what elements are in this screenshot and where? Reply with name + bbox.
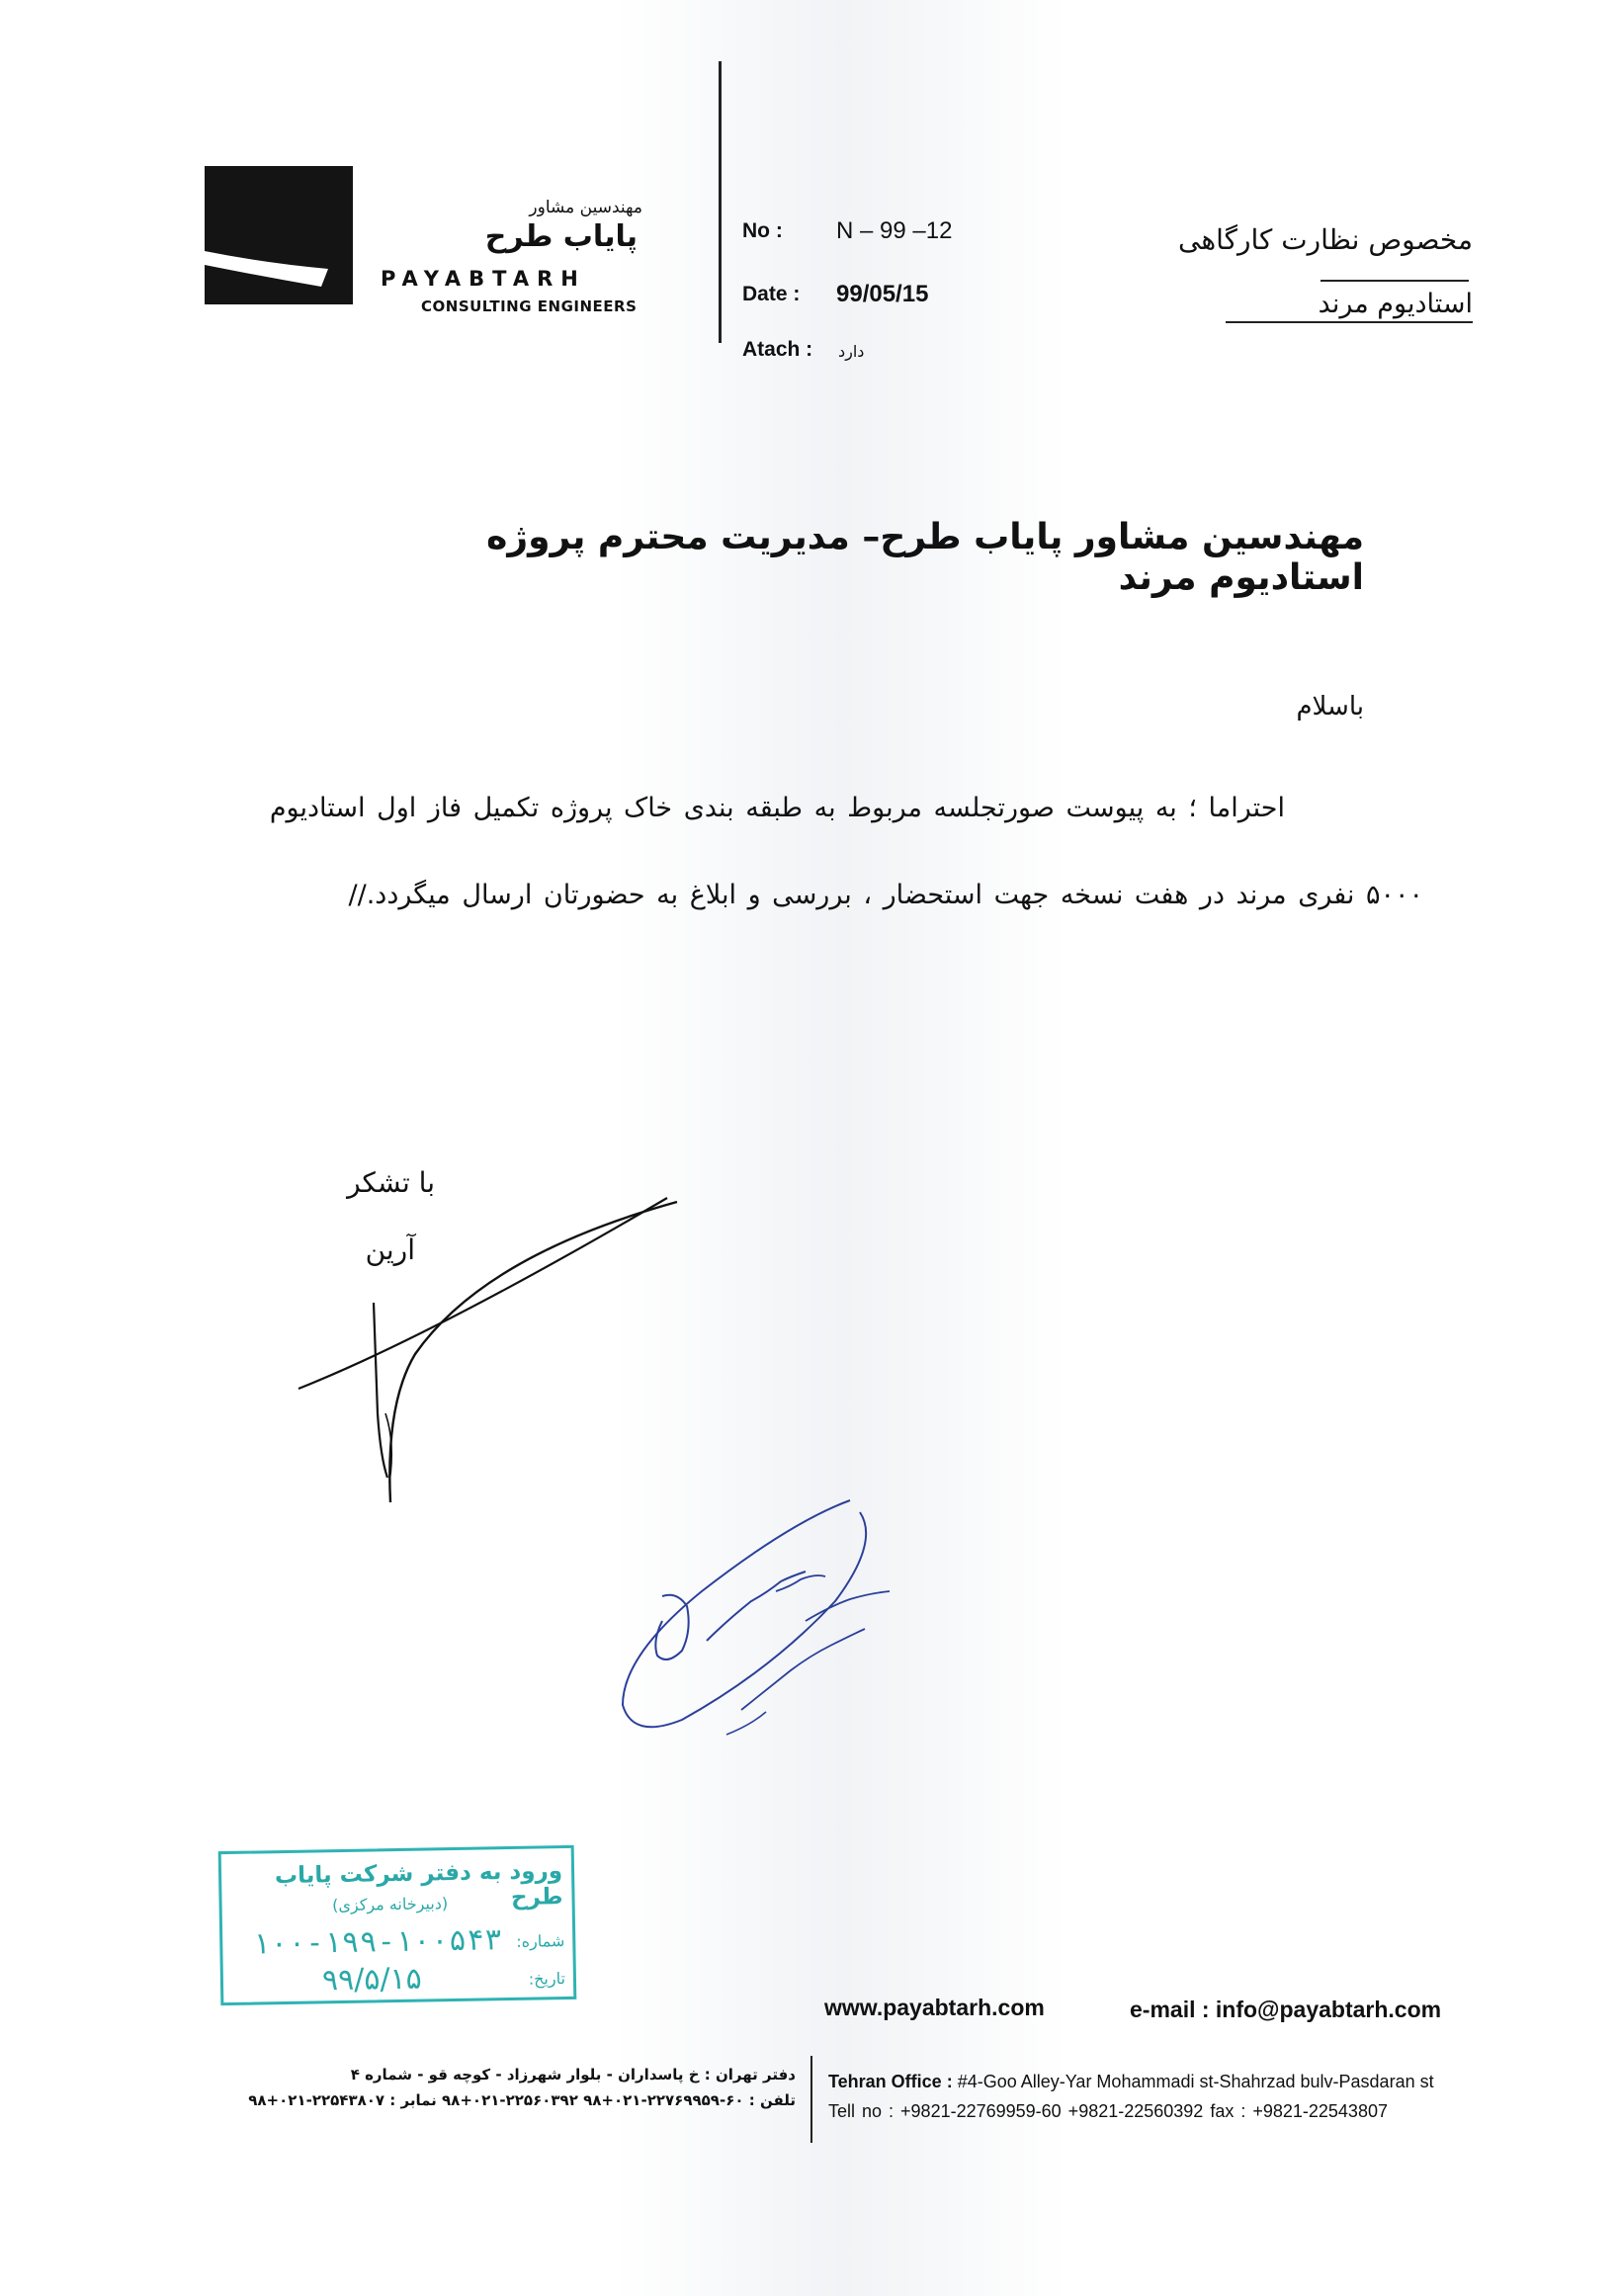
footer-email: e-mail : info@payabtarh.com bbox=[1130, 1997, 1442, 2022]
attachment-label: Atach : bbox=[742, 338, 813, 361]
closing-thanks: با تشکر bbox=[347, 1166, 435, 1199]
private-underline bbox=[1321, 280, 1469, 282]
footer-website: www.payabtarh.com bbox=[824, 1995, 1045, 2020]
stamp-title: ورود به دفتر شرکت پایاب طرح bbox=[274, 1858, 563, 1911]
private-handwritten-recipient: نظارت کارگاهی bbox=[1178, 223, 1360, 256]
date-value: 99/05/15 bbox=[836, 281, 929, 307]
stamp-date-value: ۹۹/۵/۱۵ bbox=[321, 1961, 423, 1998]
footer-address-fa: دفتر تهران : خ پاسداران - بلوار شهرزاد - کوچه قو - شماره ۴ bbox=[350, 2066, 796, 2083]
body-line-2: ۵۰۰۰ نفری مرند در هفت نسخه جهت استحضار ، بررسی و ابلاغ به حضورتان ارسال میگردد.// bbox=[348, 880, 1423, 910]
reference-number-value: N – 99 –12 bbox=[836, 217, 953, 244]
footer-office-address: #4-Goo Alley-Yar Mohammadi st-Shahrzad bulv-Pasdaran st bbox=[957, 2072, 1434, 2091]
header-divider bbox=[719, 61, 722, 343]
consulting-label-fa: مهندسین مشاور bbox=[529, 198, 642, 217]
body-line-1: احتراما ؛ به پیوست صورتجلسه مربوط به طبقه بندی خاک پروژه تکمیل فاز اول استادیوم bbox=[269, 793, 1285, 823]
signer-name: آرین bbox=[365, 1233, 415, 1266]
footer-divider bbox=[810, 2056, 812, 2143]
brand-name-en: PAYABTARH bbox=[381, 267, 586, 291]
stamp-subtitle: (دبیرخانه مرکزی) bbox=[331, 1894, 449, 1915]
private-for-line bbox=[1038, 223, 1473, 263]
stamp-number-value: ۱۰۰-۱۹۹-۱۰۰۵۴۳ bbox=[252, 1922, 503, 1962]
private-prefix: مخصوص bbox=[1368, 223, 1473, 256]
signature-blue bbox=[593, 1483, 919, 1779]
date-label: Date : bbox=[742, 283, 801, 305]
company-logo bbox=[205, 166, 353, 304]
attachment-value: دارد bbox=[838, 342, 865, 361]
stamp-number-label: شماره: bbox=[516, 1931, 565, 1951]
brand-name-fa: پایاب طرح bbox=[484, 219, 638, 254]
salutation: باسلام bbox=[1296, 692, 1364, 722]
footer-phones-en: Tell no : +9821-22769959-60 +9821-22560392 fax : +9821-22543807 bbox=[828, 2101, 1388, 2121]
signature-black bbox=[287, 1186, 702, 1512]
footer-address-en bbox=[828, 2072, 1434, 2092]
receipt-stamp bbox=[218, 1845, 577, 2005]
addressee-heading: مهندسین مشاور پایاب طرح– مدیریت محترم پروژه استادیوم مرند bbox=[486, 517, 1364, 598]
reference-number-label: No : bbox=[742, 219, 783, 242]
footer-office-label: Tehran Office : bbox=[828, 2072, 953, 2091]
project-name: استادیوم مرند bbox=[1226, 289, 1473, 323]
stamp-date-label: تاریخ: bbox=[528, 1969, 566, 1989]
footer-phones-fa: تلفن : ۶۰-۲۲۷۶۹۹۵۹-۰۲۱+۹۸ ۲۲۵۶۰۳۹۲-۰۲۱+۹۸ نمابر : ۲۲۵۴۳۸۰۷-۰۲۱+۹۸ bbox=[248, 2091, 796, 2109]
brand-subtitle-en: CONSULTING ENGINEERS bbox=[421, 298, 638, 315]
